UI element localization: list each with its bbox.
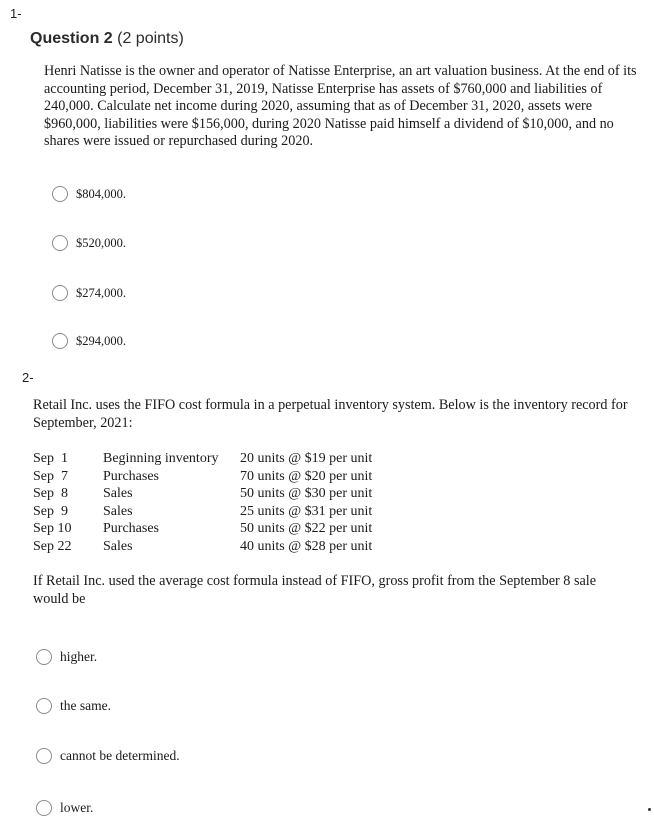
inventory-description: Purchases (103, 521, 159, 536)
inventory-quantity: 40 units @ $28 per unit (240, 538, 373, 554)
question-number-1: 1- (10, 6, 22, 21)
question-2-text: If Retail Inc. used the average cost formula instead of FIFO, gross profit from the September 8 sale would be (33, 573, 597, 607)
q1-option-2[interactable] (52, 235, 126, 251)
radio-button[interactable] (52, 285, 68, 301)
option-label: $804,000. (76, 186, 126, 201)
q2-option-2[interactable] (36, 698, 111, 714)
radio-button[interactable] (52, 186, 68, 202)
inventory-row (33, 485, 372, 503)
question-title (30, 30, 184, 48)
inventory-date: Sep 10 (33, 521, 72, 536)
inventory-date: Sep 7 (33, 468, 68, 484)
question-title-label: Question 2 (30, 30, 113, 47)
option-label: higher. (60, 649, 98, 664)
inventory-table (33, 450, 372, 555)
page-dot (648, 808, 651, 811)
inventory-description: Purchases (103, 468, 159, 484)
option-label: lower. (60, 800, 94, 815)
inventory-row (33, 468, 372, 486)
question-points: (2 points) (112, 30, 184, 47)
inventory-description: Beginning inventory (103, 451, 219, 466)
inventory-row (33, 538, 372, 556)
q1-option-4[interactable] (52, 333, 126, 349)
radio-button[interactable] (36, 800, 52, 816)
inventory-quantity: 50 units @ $22 per unit (240, 521, 373, 536)
inventory-quantity: 25 units @ $31 per unit (240, 503, 373, 519)
inventory-quantity: 20 units @ $19 per unit (240, 451, 373, 466)
inventory-row (33, 503, 372, 521)
option-label: $520,000. (76, 235, 126, 250)
radio-button[interactable] (52, 333, 68, 349)
inventory-date: Sep 8 (33, 486, 68, 501)
q2-option-4[interactable] (36, 800, 93, 816)
inventory-quantity: 50 units @ $30 per unit (240, 486, 373, 501)
inventory-row (33, 520, 372, 538)
question-2-intro: Retail Inc. uses the FIFO cost formula in a perpetual inventory system. Below is the inventory record for September, 2021: (33, 397, 628, 431)
inventory-row (33, 450, 372, 468)
inventory-date: Sep 9 (33, 503, 68, 519)
inventory-description: Sales (103, 486, 133, 501)
option-label: cannot be determined. (60, 748, 180, 763)
option-label: $274,000. (76, 285, 126, 300)
q1-option-3[interactable] (52, 285, 126, 301)
inventory-quantity: 70 units @ $20 per unit (240, 468, 373, 484)
inventory-date: Sep 22 (33, 538, 72, 554)
option-label: the same. (60, 698, 111, 713)
radio-button[interactable] (36, 649, 52, 665)
question-1-text: Henri Natisse is the owner and operator of Natisse Enterprise, an art valuation business. At the end of its accounting period, December 31, 2019, Natisse Enterprise has assets of $760,000 and liabilities of 240,000. Calculate net income during 2020, assuming that as of December 31, 2020, assets were $960,000, liabilities were $156,000, during 2020 Natisse paid himself a dividend of $10,000, and no shares were issued or repurchased during 2020. (44, 63, 637, 150)
radio-button[interactable] (52, 235, 68, 251)
inventory-date: Sep 1 (33, 451, 68, 466)
question-number-2: 2- (22, 370, 34, 385)
q1-option-1[interactable] (52, 186, 126, 202)
option-label: $294,000. (76, 333, 126, 348)
q2-option-1[interactable] (36, 649, 97, 665)
radio-button[interactable] (36, 698, 52, 714)
radio-button[interactable] (36, 748, 52, 764)
q2-option-3[interactable] (36, 748, 180, 764)
inventory-description: Sales (103, 503, 133, 519)
inventory-description: Sales (103, 538, 133, 554)
